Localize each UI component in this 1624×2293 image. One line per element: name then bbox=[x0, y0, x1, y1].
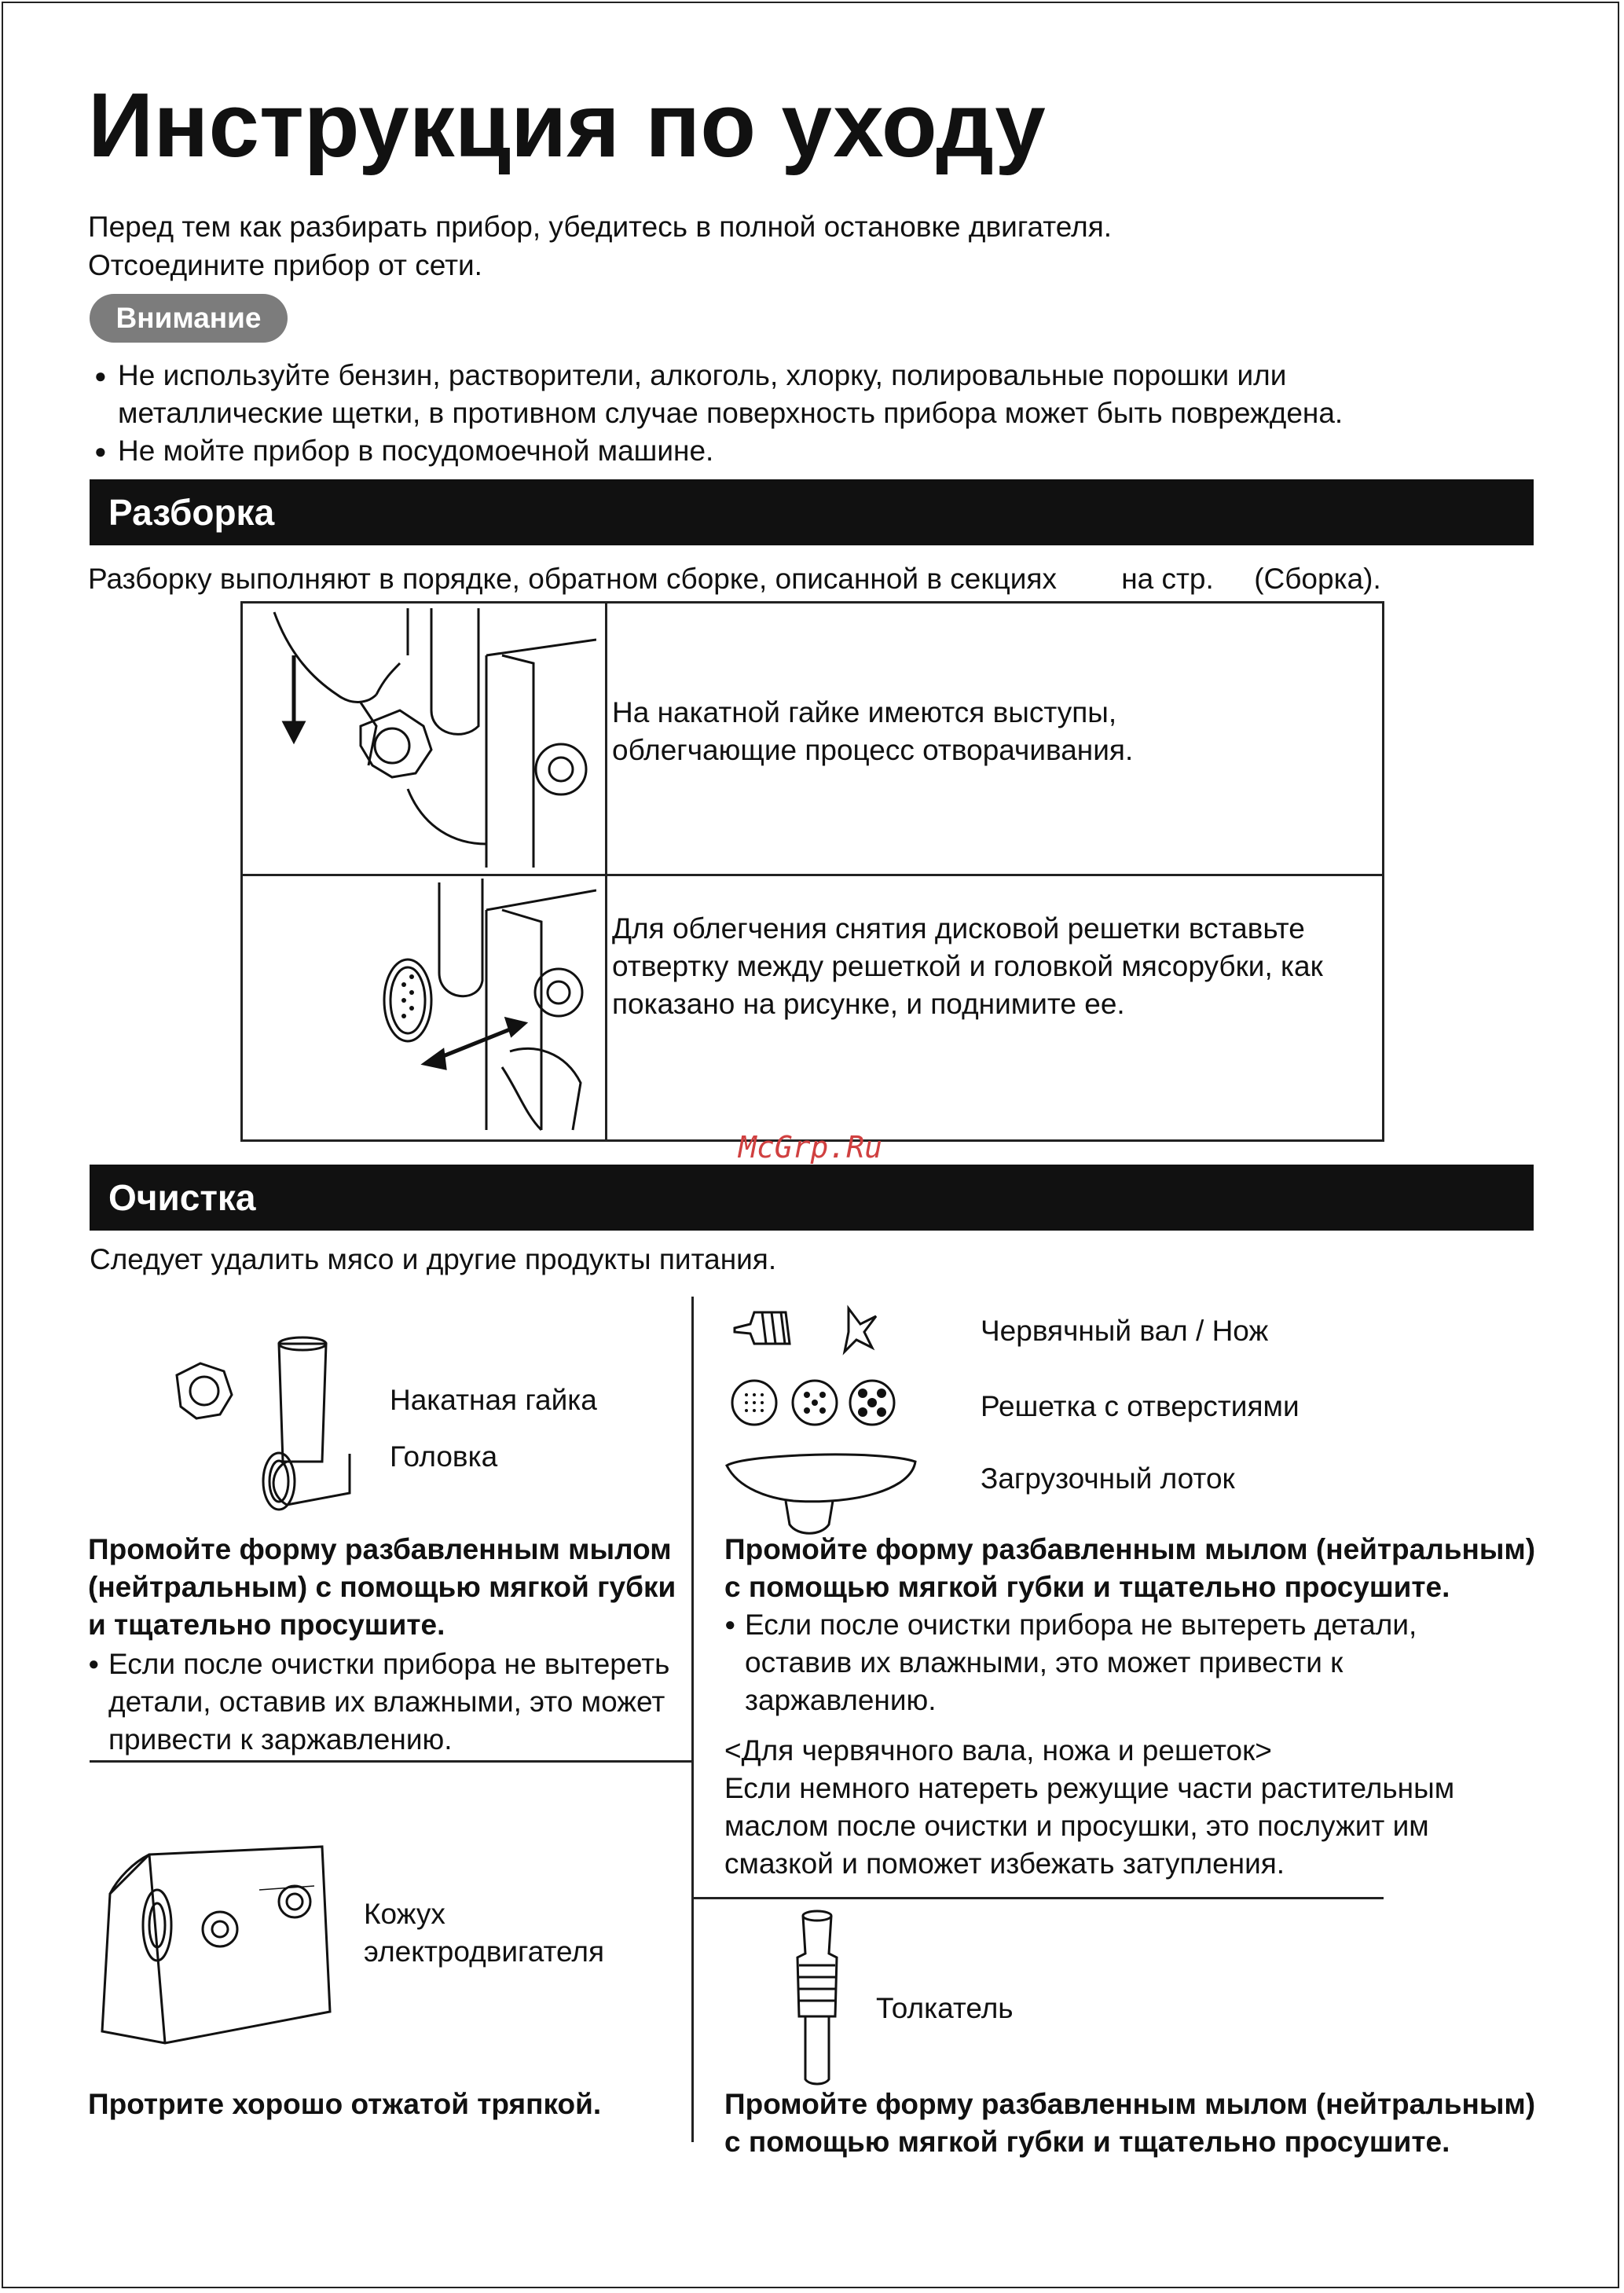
disc-plate-removal-illustration bbox=[251, 879, 596, 1138]
pusher-illustration bbox=[782, 1906, 852, 2087]
left-divider bbox=[90, 1760, 691, 1763]
nut-and-head-illustration bbox=[169, 1336, 357, 1517]
disassembly-step-1-text: На накатной гайке имеются выступы, облегчающие процесс отворачивания. bbox=[612, 696, 1134, 766]
label-pusher: Толкатель bbox=[876, 1992, 1014, 2024]
table-row-divider bbox=[243, 874, 1382, 876]
label-worm-shaft-knife: Червячный вал / Нож bbox=[981, 1315, 1269, 1347]
label-motor-housing: Кожух электродвигателя bbox=[364, 1898, 604, 1968]
label-knurled-nut: Накатная гайка bbox=[390, 1384, 597, 1416]
knurled-nut-removal-illustration bbox=[251, 608, 596, 868]
left-rust-note: ● Если после очистки прибора не вытереть детали, оставив их влажными, это может привести к заржавлению. bbox=[88, 1645, 669, 1759]
right-wash-instructions: Промойте форму разбавленным мылом (нейтральным) с помощью мягкой губки и тщательно просушите. bbox=[724, 1533, 1536, 1603]
label-feeding-tray: Загрузочный лоток bbox=[981, 1462, 1235, 1495]
right-divider bbox=[694, 1897, 1384, 1899]
left-wash-instructions: Промойте форму разбавленным мылом (нейтральным) с помощью мягкой губки и тщательно просушите. bbox=[88, 1533, 676, 1641]
left-wipe-instruction: Протрите хорошо отжатой тряпкой. bbox=[88, 2088, 602, 2120]
disassembly-intro: Разборку выполняют в порядке, обратном сборке, описанной в секциях на стр. (Сборка). bbox=[88, 563, 1381, 595]
label-head: Головка bbox=[390, 1440, 498, 1473]
caution-badge: Внимание bbox=[90, 294, 288, 343]
pusher-wash-instructions: Промойте форму разбавленным мылом (нейтральным) с помощью мягкой губки и тщательно просушите. bbox=[724, 2088, 1536, 2158]
vertical-divider bbox=[691, 1297, 694, 2142]
watermark: McGrp.Ru bbox=[739, 1130, 883, 1165]
disassembly-table bbox=[240, 601, 1384, 1142]
parts-illustration bbox=[723, 1301, 927, 1544]
right-oil-note: <Для червячного вала, ножа и решеток> Если немного натереть режущие части растительным маслом после очистки и просушки, это послужит им смазкой и поможет избежать затупления. bbox=[724, 1734, 1455, 1880]
disassembly-step-2-text: Для облегчения снятия дисковой решетки вставьте отвертку между решеткой и головкой мясорубки, как показано на рисунке, и поднимите ее. bbox=[612, 912, 1323, 1020]
right-rust-note: ● Если после очистки прибора не вытереть детали, оставив их влажными, это может привести к заржавлению. bbox=[724, 1606, 1417, 1719]
caution-list bbox=[94, 357, 1587, 470]
label-grinding-plate: Решетка с отверстиями bbox=[981, 1390, 1300, 1422]
page-title: Инструкция по уходу bbox=[88, 74, 1046, 176]
section-heading-cleaning: Очистка bbox=[90, 1165, 1534, 1231]
cleaning-intro: Следует удалить мясо и другие продукты питания. bbox=[90, 1243, 777, 1275]
section-heading-disassembly: Разборка bbox=[90, 479, 1534, 545]
intro-line-2: Отсоедините прибор от сети. bbox=[88, 249, 482, 281]
intro-line-1: Перед тем как разбирать прибор, убедитесь в полной остановке двигателя. bbox=[88, 211, 1113, 243]
caution-item-2: ● Не мойте прибор в посудомоечной машине. bbox=[94, 432, 1587, 470]
intro-text bbox=[88, 207, 1112, 284]
table-column-divider bbox=[605, 604, 607, 1139]
caution-item-1: ● Не используйте бензин, растворители, алкоголь, хлорку, полировальные порошки или металлические щетки, в противном случае поверхность прибора может быть повреждена. bbox=[94, 357, 1587, 432]
motor-housing-illustration bbox=[94, 1831, 346, 2059]
